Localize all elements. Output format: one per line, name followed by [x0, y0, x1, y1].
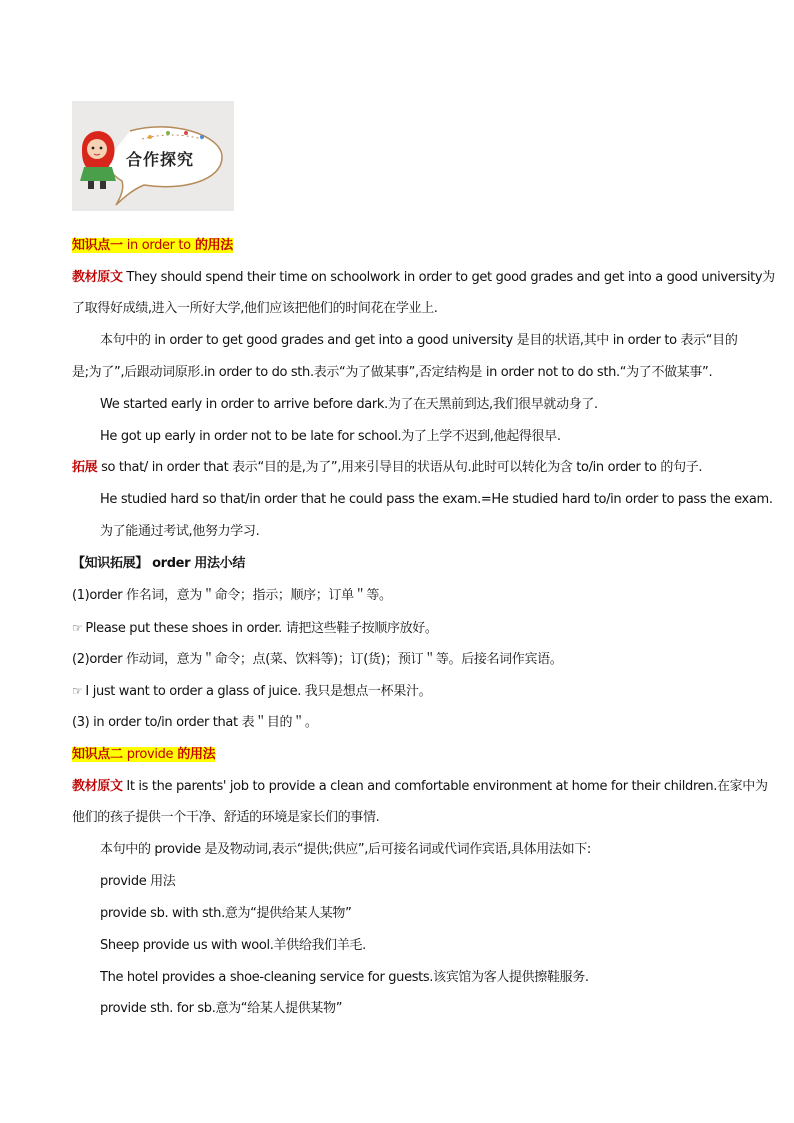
kp1-heading-term: in order to	[126, 238, 191, 253]
order-purpose-usage: (3) in order to/in order that 表＂目的＂。	[72, 715, 318, 730]
logo-text: 合作探究	[126, 150, 195, 169]
kp2-usage-title: provide 用法	[100, 874, 176, 889]
order-verb-example-text: I just want to order a glass of juice. 我只是想点一杯果汁。	[85, 684, 432, 699]
pointing-hand-icon: ☞	[72, 621, 83, 635]
kp2-source-text1: It is the parents' job to provide a clean and comfortable environment at home for their children.在家中为	[126, 779, 768, 794]
kp1-explanation-line2: 是;为了”,后跟动词原形.in order to do sth.表示“为了做某事”,否定结构是 in order not to do sth.“为了不做某事”.	[72, 365, 713, 380]
kp2-usage1-example2: The hotel provides a shoe-cleaning service for guests.该宾馆为客人提供擦鞋服务.	[100, 970, 589, 985]
kp1-heading-suffix: 的用法	[190, 238, 233, 253]
order-noun-example-text: Please put these shoes in order. 请把这些鞋子按顺序放好。	[85, 621, 438, 636]
kp1-source-line2: 了取得好成绩,进入一所好大学,他们应该把他们的时间花在学业上.	[72, 301, 438, 316]
kp2-usage2: provide sth. for sb.意为“给某人提供某物”	[100, 1001, 343, 1016]
kp1-extension-example-cn: 为了能通过考试,他努力学习.	[100, 524, 260, 539]
kp2-heading-term: provide	[126, 747, 174, 762]
kp1-source-label: 教材原文	[72, 270, 123, 285]
order-noun-example	[72, 618, 732, 639]
kp2-explanation: 本句中的 provide 是及物动词,表示“提供;供应”,后可接名词或代词作宾语,具体用法如下:	[100, 842, 591, 857]
kp2-heading-suffix: 的用法	[173, 747, 216, 762]
kp1-extension	[72, 458, 732, 478]
kp1-extension-text: so that/ in order that 表示“目的是,为了”,用来引导目的状语从句.此时可以转化为含 to/in order to 的句子.	[101, 460, 703, 475]
kp1-heading-label: 知识点一	[72, 238, 127, 253]
kp1-extension-label: 拓展	[72, 460, 98, 475]
kp1-source-line1	[72, 268, 775, 288]
kp2-usage1: provide sb. with sth.意为“提供给某人某物”	[100, 906, 352, 921]
section-logo	[72, 101, 234, 211]
kp2-usage1-example1: Sheep provide us with wool.羊供给我们羊毛.	[100, 938, 366, 953]
kp2-source-label: 教材原文	[72, 779, 123, 794]
kp1-source-text1: They should spend their time on schoolwork in order to get good grades and get into a good university为	[126, 270, 775, 285]
kp2-heading	[72, 745, 732, 765]
order-summary-title: 【知识拓展】 order 用法小结	[72, 556, 245, 571]
order-verb-example	[72, 681, 732, 702]
kp1-example1: We started early in order to arrive before dark.为了在天黑前到达,我们很早就动身了.	[100, 397, 598, 412]
order-noun-usage: (1)order 作名词，意为＂命令；指示；顺序；订单＂等。	[72, 588, 392, 603]
pointing-hand-icon: ☞	[72, 684, 83, 698]
kp1-heading	[72, 236, 732, 256]
kp2-source-line2: 他们的孩子提供一个干净、舒适的环境是家长们的事情.	[72, 810, 380, 825]
kp2-source-line1	[72, 777, 768, 797]
order-verb-usage: (2)order 作动词，意为＂命令；点(菜、饮料等)；订(货)；预订＂等。后接名词作宾语。	[72, 652, 563, 667]
kp1-explanation-line1: 本句中的 in order to get good grades and get into a good university 是目的状语,其中 in order to 表示“目的	[100, 333, 738, 348]
kp2-heading-label: 知识点二	[72, 747, 127, 762]
kp1-extension-example: He studied hard so that/in order that he could pass the exam.=He studied hard to/in order to pass the exam.	[100, 492, 773, 507]
kp1-example2: He got up early in order not to be late for school.为了上学不迟到,他起得很早.	[100, 429, 561, 444]
